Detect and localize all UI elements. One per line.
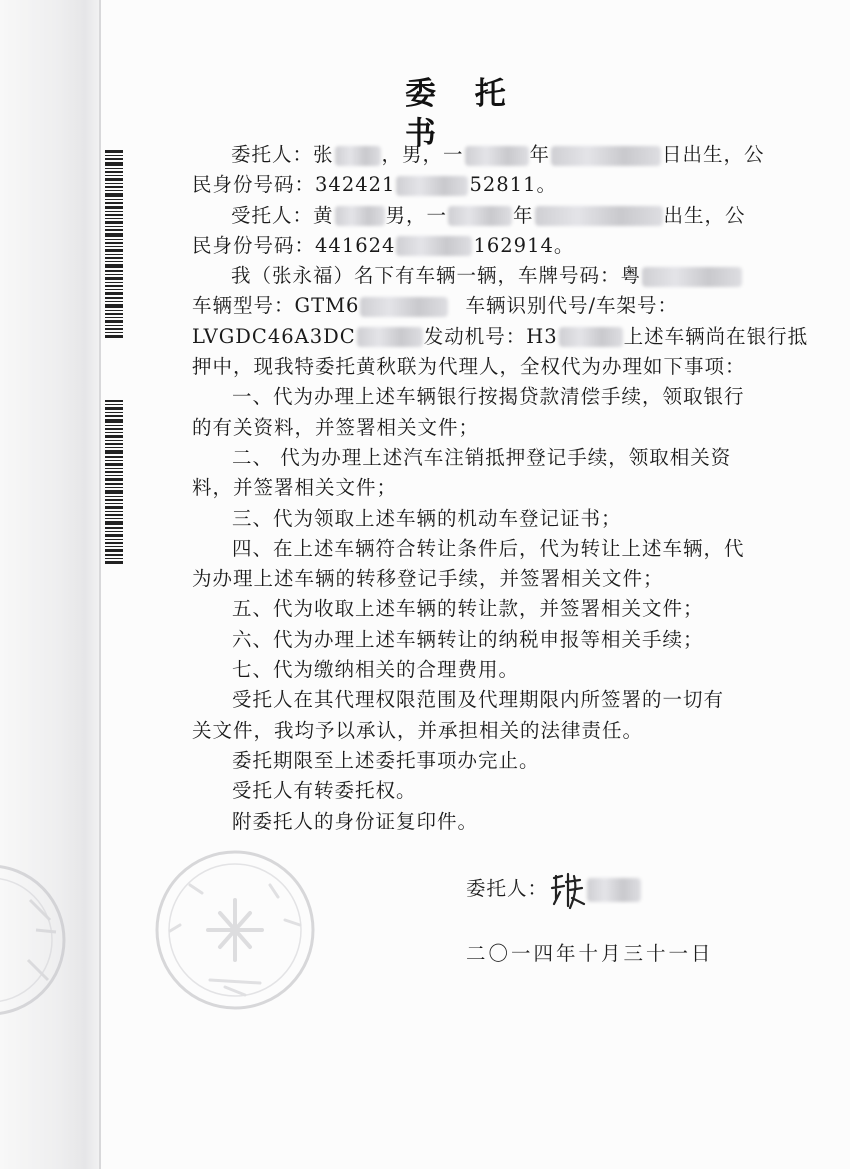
embossed-seal-center [150,845,320,1015]
redaction-block [551,146,661,166]
redaction-block [360,297,448,317]
document-body [192,140,809,837]
subdelegation-line: 受托人有转委托权。 [232,779,417,803]
text-segment: 年 [529,143,551,166]
redaction-block [396,176,468,196]
text-segment: 委托人：张 [231,143,334,166]
text-segment: 52811。 [469,173,557,197]
text-segment: ，男，一 [381,143,464,166]
item-2-line-1: 二、 代为办理上述汽车注销抵押登记手续，领取相关资 [232,445,732,469]
item-3-line: 三、代为领取上述车辆的机动车登记证书； [232,506,622,530]
text-segment: 上述车辆尚在银行抵 [623,324,809,348]
text-segment: 发动机号：H3 [423,324,558,348]
vehicle-line-1 [192,261,792,291]
signature-label: 委托人： [466,877,549,900]
text-segment: 年 [513,203,534,227]
attachment-line: 附委托人的身份证复印件。 [232,809,479,833]
document-title: 委 托 书 [405,76,520,152]
redaction-block [396,236,472,256]
embossed-seal-left [0,860,80,1020]
item-4-line-2: 为办理上述车辆的转移登记手续，并签署相关文件； [192,567,664,591]
item-1-line-1: 一、代为办理上述车辆银行按揭贷款清偿手续，领取银行 [232,385,745,409]
margin-barcode-bottom [105,400,123,600]
principal-line-2 [192,170,792,200]
item-2-line-2: 料，并签署相关文件； [192,476,398,500]
redaction-block [335,146,381,166]
text-segment: 车辆型号：GTM6 [192,294,360,318]
text-segment: 车辆识别代号/车架号： [465,294,679,318]
redaction-block [465,146,529,166]
text-segment: LVGDC46A3DC [192,324,356,348]
signature-row [466,867,642,911]
text-segment: 日出生，公 [662,143,765,166]
agent-line-2 [192,231,792,261]
text-segment: 民身份号码：342421 [192,173,396,197]
item-7-line: 七、代为缴纳相关的合理费用。 [232,658,520,682]
item-6-line: 六、代为办理上述车辆转让的纳税申报等相关手续； [232,627,704,651]
text-segment: 受托人：黄 [231,203,334,227]
vehicle-line-2 [192,291,792,321]
redaction-block [559,327,623,347]
margin-barcode-top [105,150,123,380]
text-segment: 162914。 [473,233,575,257]
handwritten-signature [548,870,586,910]
item-5-line: 五、代为收取上述车辆的转让款，并签署相关文件； [232,597,704,621]
term-line: 委托期限至上述委托事项办完止。 [232,748,540,772]
document-date: 二〇一四年十月三十一日 [466,942,714,965]
acknowledge-line-1: 受托人在其代理权限范围及代理期限内所签署的一切有 [232,688,725,712]
redaction-block [587,878,641,902]
agent-line-1 [192,201,792,231]
redaction-block [357,327,423,347]
redaction-block [448,206,512,226]
vehicle-line-3 [192,322,809,352]
text-segment: 出生，公 [663,203,746,227]
body-line: 押中，现我特委托黄秋联为代理人，全权代为办理如下事项： [192,355,746,379]
text-segment: 民身份号码：441624 [192,233,396,257]
acknowledge-line-2: 关文件，我均予以承认，并承担相关的法律责任。 [192,718,644,742]
principal-line-1 [192,140,792,170]
redaction-block [642,267,742,287]
text-segment: 男，一 [385,203,448,227]
binding-edge [99,0,101,1169]
redaction-block [335,206,385,226]
item-4-line-1: 四、在上述车辆符合转让条件后，代为转让上述车辆，代 [232,536,745,560]
text-segment: 我（张永福）名下有车辆一辆，车牌号码：粤 [231,264,642,288]
redaction-block [535,206,663,226]
item-1-line-2: 的有关资料，并签署相关文件； [192,415,480,439]
